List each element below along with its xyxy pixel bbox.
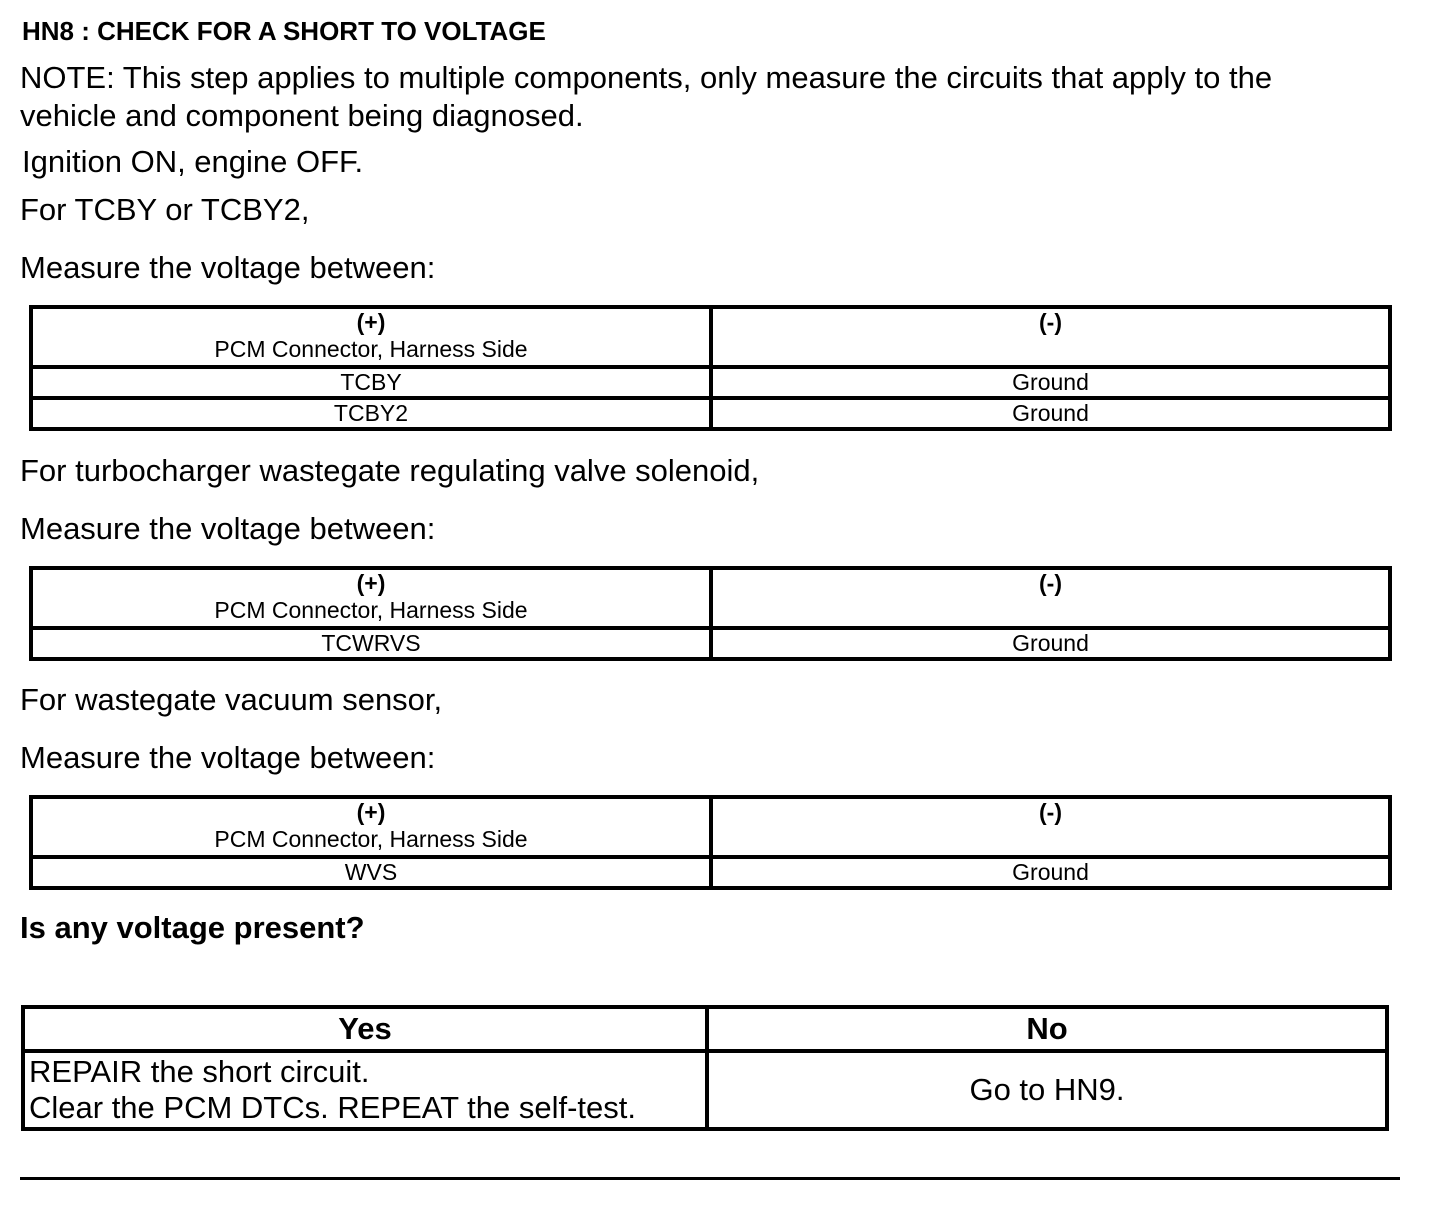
positive-symbol: (+) (356, 799, 386, 825)
positive-column-header (31, 797, 711, 857)
positive-cell: TCWRVS (31, 628, 711, 659)
table-header-row (31, 797, 1390, 857)
note-line-1: NOTE: This step applies to multiple components, only measure the circuits that apply to the (20, 60, 1273, 95)
positive-label: PCM Connector, Harness Side (214, 336, 528, 362)
negative-column-header (711, 307, 1390, 367)
step-heading: HN8 : CHECK FOR A SHORT TO VOLTAGE (22, 16, 546, 46)
table-row (31, 628, 1390, 659)
measure-instruction: Measure the voltage between: (20, 740, 436, 775)
result-table (21, 1005, 1389, 1131)
measurement-table-tcby (29, 305, 1392, 431)
positive-column-header (31, 568, 711, 628)
measure-instruction: Measure the voltage between: (20, 250, 436, 285)
yes-action (23, 1051, 707, 1129)
negative-cell: Ground (711, 398, 1390, 429)
positive-label: PCM Connector, Harness Side (214, 826, 528, 852)
note-text (20, 59, 1272, 135)
negative-cell: Ground (711, 628, 1390, 659)
section-intro-tcby: For TCBY or TCBY2, (20, 192, 310, 227)
measure-instruction: Measure the voltage between: (20, 511, 436, 546)
result-header-row (23, 1007, 1387, 1051)
negative-column-header (711, 797, 1390, 857)
yes-header: Yes (23, 1007, 707, 1051)
yes-action-line-1: REPAIR the short circuit. (29, 1054, 370, 1089)
negative-cell: Ground (711, 857, 1390, 888)
negative-column-header (711, 568, 1390, 628)
yes-action-line-2: Clear the PCM DTCs. REPEAT the self-test. (29, 1090, 636, 1125)
no-header: No (707, 1007, 1387, 1051)
diagnostic-question: Is any voltage present? (20, 910, 365, 945)
table-row (31, 398, 1390, 429)
negative-symbol: (-) (1039, 570, 1062, 596)
result-body-row (23, 1051, 1387, 1129)
positive-symbol: (+) (356, 570, 386, 596)
measurement-table-tcwrvs (29, 566, 1392, 661)
positive-cell: TCBY2 (31, 398, 711, 429)
bottom-divider (20, 1177, 1400, 1180)
table-header-row (31, 307, 1390, 367)
section-intro-vacuum-sensor: For wastegate vacuum sensor, (20, 682, 443, 717)
no-action: Go to HN9. (707, 1051, 1387, 1129)
negative-symbol: (-) (1039, 309, 1062, 335)
section-intro-wastegate-valve: For turbocharger wastegate regulating valve solenoid, (20, 453, 760, 488)
negative-cell: Ground (711, 367, 1390, 398)
positive-column-header (31, 307, 711, 367)
table-row (31, 857, 1390, 888)
table-header-row (31, 568, 1390, 628)
positive-label: PCM Connector, Harness Side (214, 597, 528, 623)
positive-symbol: (+) (356, 309, 386, 335)
note-line-2: vehicle and component being diagnosed. (20, 98, 584, 133)
ignition-instruction: Ignition ON, engine OFF. (22, 144, 364, 179)
table-row (31, 367, 1390, 398)
positive-cell: WVS (31, 857, 711, 888)
negative-symbol: (-) (1039, 799, 1062, 825)
positive-cell: TCBY (31, 367, 711, 398)
measurement-table-wvs (29, 795, 1392, 890)
